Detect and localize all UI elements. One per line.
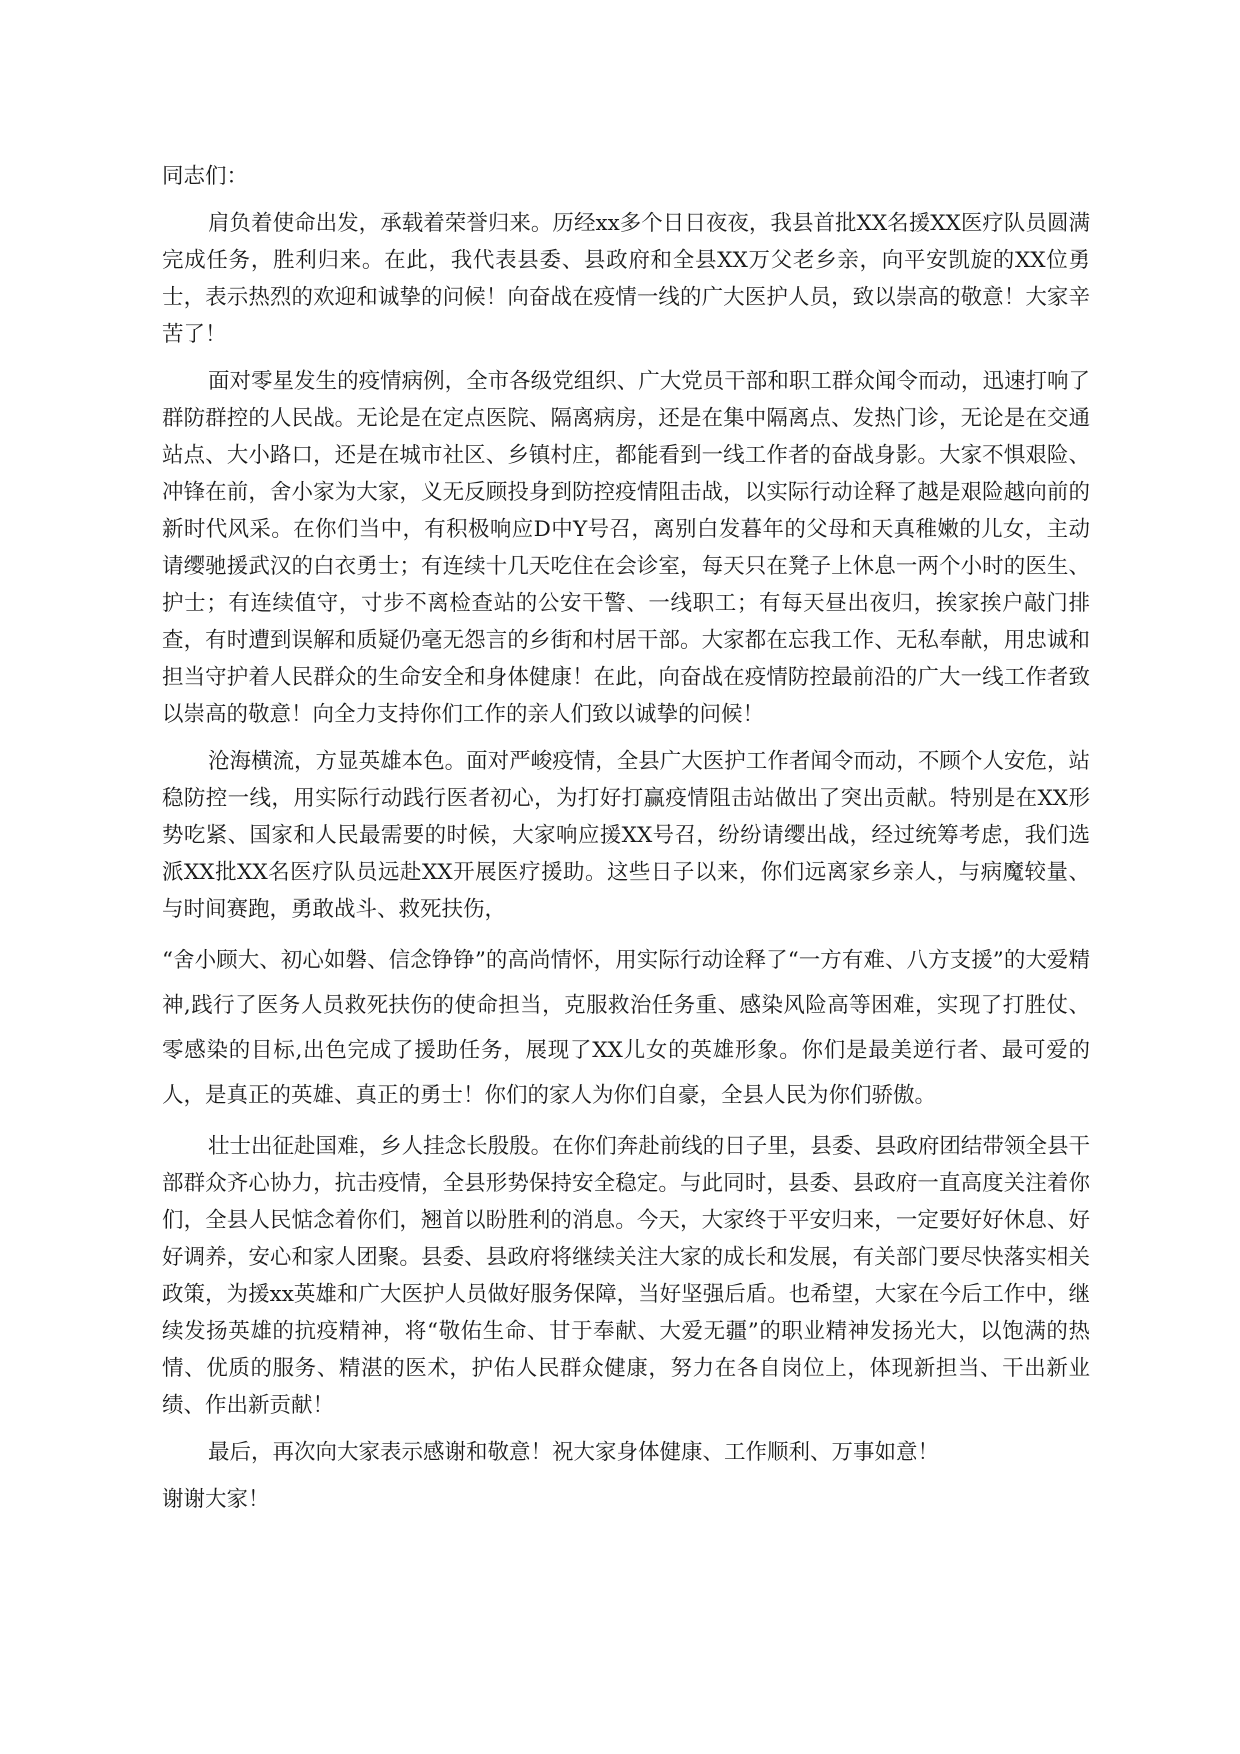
paragraph-frontline-workers: 面对零星发生的疫情病例，全市各级党组织、广大党员干部和职工群众闻令而动，迅速打响了群防群控的人民战。无论是在定点医院、隔离病房，还是在集中隔离点、发热门诊，无论是在交通站点、大小路口，还是在城市社区、乡镇村庄，都能看到一线工作者的奋战身影。大家不惧艰险、冲锋在前，舍小家为大家，义无反顾投身到防控疫情阻击战，以实际行动诠释了越是艰险越向前的新时代风采。在你们当中，有积极响应D中Y号召，离别白发暮年的父母和天真稚嫩的儿女，主动请缨驰援武汉的白衣勇士；有连续十几天吃住在会诊室，每天只在凳子上休息一两个小时的医生、护士；有连续值守，寸步不离检查站的公安干警、一线职工；有每天昼出夜归，挨家挨户敲门排查，有时遭到误解和质疑仍毫无怨言的乡街和村居干部。大家都在忘我工作、无私奉献，用忠诚和担当守护着人民群众的生命安全和身体健康！在此，向奋战在疫情防控最前沿的广大一线工作者致以崇高的敬意！向全力支持你们工作的亲人们致以诚挚的问候！	[162, 369, 1090, 727]
closing-remark: 谢谢大家！	[162, 1487, 270, 1512]
paragraph-final-thanks: 最后，再次向大家表示感谢和敬意！祝大家身体健康、工作顺利、万事如意！	[208, 1440, 940, 1465]
paragraph-welcome: 肩负着使命出发，承载着荣誉归来。历经xx多个日日夜夜，我县首批XX名援XX医疗队员圆满完成任务，胜利归来。在此，我代表县委、县政府和全县XX万父老乡亲，向平安凯旋的XX位勇士，表示热烈的欢迎和诚挚的问候！向奋战在疫情一线的广大医护人员，致以崇高的敬意！大家辛苦了！	[162, 211, 1090, 347]
paragraph-care-and-support: 壮士出征赴国难，乡人挂念长殷殷。在你们奔赴前线的日子里，县委、县政府团结带领全县干部群众齐心协力，抗击疫情，全县形势保持安全稳定。与此同时，县委、县政府一直高度关注着你们，全县人民惦念着你们，翘首以盼胜利的消息。今天，大家终于平安归来，一定要好好休息、好好调养，安心和家人团聚。县委、县政府将继续关注大家的成长和发展，有关部门要尽快落实相关政策，为援xx英雄和广大医护人员做好服务保障，当好坚强后盾。也希望，大家在今后工作中，继续发扬英雄的抗疫精神，将“敬佑生命、甘于奉献、大爱无疆”的职业精神发扬光大，以饱满的热情、优质的服务、精湛的医术，护佑人民群众健康，努力在各自岗位上，体现新担当、干出新业绩、作出新贡献！	[162, 1134, 1090, 1418]
document-page	[162, 158, 1090, 1518]
paragraph-heroic-spirit: “舍小顾大、初心如磐、信念铮铮”的高尚情怀，用实际行动诠释了“一方有难、八方支援”的大爱精神,践行了医务人员救死扶伤的使命担当，克服救治任务重、感染风险高等困难，实现了打胜仗、零感染的目标,出色完成了援助任务，展现了XX儿女的英雄形象。你们是最美逆行者、最可爱的人，是真正的英雄、真正的勇士！你们的家人为你们自豪，全县人民为你们骄傲。	[162, 948, 1090, 1108]
salutation: 同志们：	[162, 164, 249, 189]
paragraph-medical-heroes: 沧海横流，方显英雄本色。面对严峻疫情，全县广大医护工作者闻令而动，不顾个人安危，站稳防控一线，用实际行动践行医者初心，为打好打赢疫情阻击站做出了突出贡献。特别是在XX形势吃紧、国家和人民最需要的时候，大家响应援XX号召，纷纷请缨出战，经过统筹考虑，我们选派XX批XX名医疗队员远赴XX开展医疗援助。这些日子以来，你们远离家乡亲人，与病魔较量、与时间赛跑，勇敢战斗、救死扶伤，	[162, 749, 1090, 922]
